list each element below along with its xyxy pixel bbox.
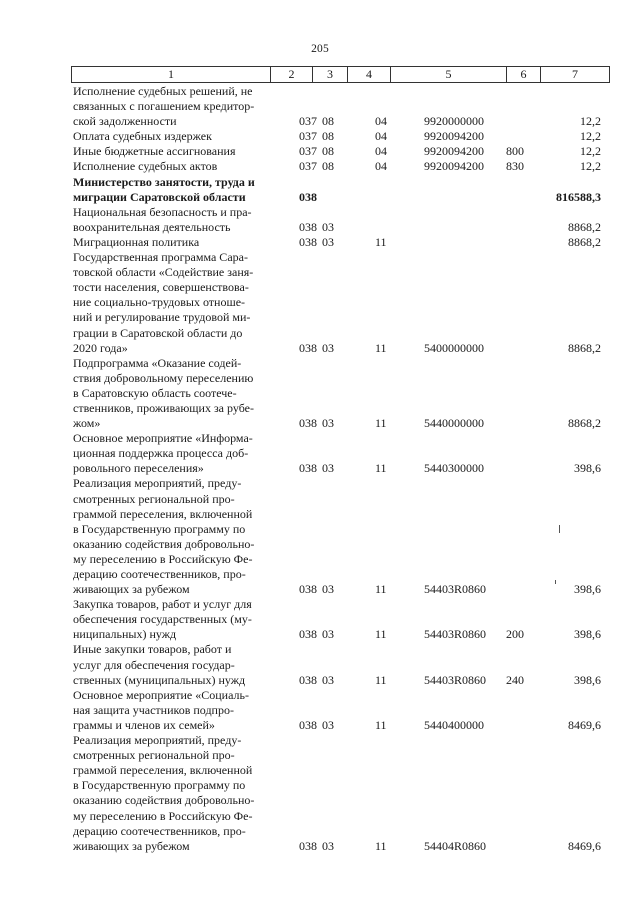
- row-target-article: 54404R0860: [424, 838, 487, 853]
- row-ved-code: 038: [299, 672, 317, 687]
- row-name-line: Национальная безопасность и пра-: [73, 204, 252, 219]
- row-section-code: 08: [322, 159, 334, 174]
- row-name: [71, 688, 270, 733]
- row-name-line: Миграционная политика: [73, 234, 200, 249]
- row-ved-code: 037: [299, 129, 317, 144]
- row-target-article: 5440300000: [424, 461, 484, 476]
- row-name-line: Основное мероприятие «Социаль-: [73, 687, 249, 702]
- row-name-line: товской области «Содействие заня-: [73, 265, 254, 280]
- row-name-line: миграции Саратовской области: [73, 189, 246, 204]
- row-name: [71, 733, 270, 854]
- row-name: [71, 129, 270, 144]
- row-name-line: ние социально-трудовых отноше-: [73, 295, 246, 310]
- header-col-6: 6: [507, 67, 541, 82]
- row-name-line: воохранительная деятельность: [73, 219, 231, 234]
- row-name: [71, 250, 270, 356]
- row-name-line: обеспечения государственных (му-: [73, 612, 252, 627]
- row-name-line: тости населения, совершенствова-: [73, 280, 249, 295]
- row-ved-code: 038: [299, 234, 317, 249]
- row-name-line: живающих за рубежом: [73, 838, 190, 853]
- row-section-code: 03: [322, 234, 334, 249]
- row-section-code: 03: [322, 340, 334, 355]
- row-section-code: 03: [322, 582, 334, 597]
- row-ved-code: 038: [299, 340, 317, 355]
- row-name: [71, 175, 270, 205]
- row-name: [71, 642, 270, 687]
- row-name-line: Закупка товаров, работ и услуг для: [73, 597, 252, 612]
- row-name: [71, 84, 270, 129]
- row-name-line: граммы и членов их семей»: [73, 717, 215, 732]
- row-name-line: му переселению в Российскую Фе-: [73, 551, 253, 566]
- row-name-line: Государственная программа Сара-: [73, 250, 248, 265]
- row-ved-code: 038: [299, 627, 317, 642]
- row-section-code: 03: [322, 627, 334, 642]
- row-ved-code: 038: [299, 416, 317, 431]
- row-section-code: 03: [322, 717, 334, 732]
- row-target-article: 5440000000: [424, 416, 484, 431]
- row-name-line: оказанию содействия добровольно-: [73, 793, 255, 808]
- row-name: [71, 597, 270, 642]
- table-body: [71, 84, 610, 854]
- row-name-line: ровольного переселения»: [73, 461, 204, 476]
- header-col-7: 7: [572, 67, 578, 81]
- row-name-line: Исполнение судебных актов: [73, 159, 218, 174]
- scan-artifact: [555, 580, 556, 584]
- table-row: [71, 733, 610, 854]
- row-name-line: Подпрограмма «Оказание содей-: [73, 355, 242, 370]
- row-name-line: смотренных региональной про-: [73, 491, 235, 506]
- row-name-line: му переселению в Российскую Фе-: [73, 808, 253, 823]
- header-col-2: 2: [271, 67, 313, 82]
- header-col-1: 1: [72, 67, 271, 82]
- row-subsection-code: 04: [375, 114, 387, 129]
- row-expense-type: 200: [506, 627, 524, 642]
- table-row: [71, 144, 610, 159]
- row-name-line: Министерство занятости, труда и: [73, 174, 255, 189]
- table-header: [71, 66, 610, 83]
- row-name-line: граммой переселения, включенной: [73, 763, 253, 778]
- row-name-line: жом»: [73, 416, 101, 431]
- table-row: [71, 159, 610, 174]
- row-subsection-code: 11: [375, 416, 387, 431]
- row-section-code: 03: [322, 416, 334, 431]
- row-amount: 12,2: [580, 159, 601, 174]
- header-col-5: 5: [391, 67, 507, 82]
- row-target-article: 9920094200: [424, 129, 484, 144]
- row-name-line: живающих за рубежом: [73, 582, 190, 597]
- table-row: [71, 250, 610, 356]
- row-name-line: Оплата судебных издержек: [73, 129, 212, 144]
- row-section-code: 03: [322, 672, 334, 687]
- row-amount: 398,6: [574, 627, 601, 642]
- row-subsection-code: 11: [375, 340, 387, 355]
- row-ved-code: 037: [299, 144, 317, 159]
- table-row: [71, 642, 610, 687]
- table-row: [71, 431, 610, 476]
- row-name-line: ционная поддержка процесса доб-: [73, 446, 249, 461]
- row-name-line: ниципальных) нужд: [73, 627, 177, 642]
- row-name: [71, 476, 270, 597]
- row-name-line: ской задолженности: [73, 114, 177, 129]
- row-name-line: смотренных региональной про-: [73, 748, 235, 763]
- row-name: [71, 356, 270, 431]
- row-subsection-code: 11: [375, 234, 387, 249]
- header-col-3: 3: [313, 67, 348, 82]
- row-amount: 8868,2: [568, 234, 601, 249]
- row-name-line: в Государственную программу по: [73, 521, 246, 536]
- row-name-line: оказанию содействия добровольно-: [73, 536, 255, 551]
- row-subsection-code: 11: [375, 461, 387, 476]
- table-row: [71, 597, 610, 642]
- row-subsection-code: 04: [375, 129, 387, 144]
- row-ved-code: 037: [299, 114, 317, 129]
- row-subsection-code: 04: [375, 159, 387, 174]
- row-section-code: 03: [322, 219, 334, 234]
- row-amount: 398,6: [574, 461, 601, 476]
- row-name: [71, 159, 270, 174]
- row-name-line: ная защита участников подпро-: [73, 702, 234, 717]
- scan-artifact: [559, 525, 560, 533]
- table-row: [71, 84, 610, 129]
- row-section-code: 08: [322, 129, 334, 144]
- header-col-4: 4: [348, 67, 391, 82]
- row-target-article: 9920094200: [424, 144, 484, 159]
- row-name-line: ственников, проживающих за рубе-: [73, 400, 254, 415]
- row-name-line: Иные закупки товаров, работ и: [73, 642, 232, 657]
- row-subsection-code: 11: [375, 838, 387, 853]
- row-subsection-code: 11: [375, 582, 387, 597]
- page-number: 205: [311, 43, 329, 55]
- row-expense-type: 240: [506, 672, 524, 687]
- table-row: [71, 356, 610, 431]
- row-subsection-code: 04: [375, 144, 387, 159]
- row-name-line: Иные бюджетные ассигнования: [73, 144, 236, 159]
- row-target-article: 9920094200: [424, 159, 484, 174]
- table-row: [71, 476, 610, 597]
- row-section-code: 08: [322, 144, 334, 159]
- row-amount: 12,2: [580, 129, 601, 144]
- row-ved-code: 038: [299, 219, 317, 234]
- row-expense-type: 830: [506, 159, 524, 174]
- row-subsection-code: 11: [375, 672, 387, 687]
- row-ved-code: 038: [299, 461, 317, 476]
- row-amount: 8868,2: [568, 416, 601, 431]
- row-target-article: 54403R0860: [424, 672, 487, 687]
- table-row: [71, 175, 610, 205]
- row-name-line: Основное мероприятие «Информа-: [73, 431, 253, 446]
- row-subsection-code: 11: [375, 717, 387, 732]
- row-target-article: 54403R0860: [424, 582, 487, 597]
- row-name-line: связанных с погашением кредитор-: [73, 99, 255, 114]
- row-name: [71, 144, 270, 159]
- row-ved-code: 038: [299, 189, 317, 204]
- row-target-article: 5440400000: [424, 717, 484, 732]
- row-section-code: 08: [322, 114, 334, 129]
- row-name-line: дерацию соотечественников, про-: [73, 567, 246, 581]
- row-amount: 8469,6: [568, 717, 601, 732]
- row-section-code: 03: [322, 838, 334, 853]
- row-name-line: ний и регулирование трудовой ми-: [73, 310, 251, 325]
- row-name-line: Реализация мероприятий, преду-: [73, 476, 242, 491]
- row-name-line: дерацию соотечественников, про-: [73, 823, 246, 838]
- table-row: [71, 205, 610, 235]
- row-name: [71, 235, 270, 250]
- row-name-line: услуг для обеспечения государ-: [73, 657, 235, 672]
- row-target-article: 9920000000: [424, 114, 484, 129]
- row-name-line: в Саратовскую область соотече-: [73, 385, 237, 400]
- row-subsection-code: 11: [375, 627, 387, 642]
- row-amount: 398,6: [574, 582, 601, 597]
- row-amount: 8469,6: [568, 838, 601, 853]
- row-amount: 12,2: [580, 114, 601, 129]
- row-name-line: в Государственную программу по: [73, 778, 246, 793]
- row-expense-type: 800: [506, 144, 524, 159]
- row-name-line: Реализация мероприятий, преду-: [73, 733, 242, 748]
- row-target-article: 54403R0860: [424, 627, 487, 642]
- row-target-article: 5400000000: [424, 340, 484, 355]
- row-name: [71, 205, 270, 235]
- row-amount: 8868,2: [568, 340, 601, 355]
- row-amount: 12,2: [580, 144, 601, 159]
- row-ved-code: 038: [299, 838, 317, 853]
- row-name: [71, 431, 270, 476]
- row-name-line: ственных (муниципальных) нужд: [73, 672, 246, 687]
- table-row: [71, 235, 610, 250]
- row-ved-code: 038: [299, 717, 317, 732]
- row-name-line: граммой переселения, включенной: [73, 506, 253, 521]
- table-row: [71, 129, 610, 144]
- table-row: [71, 688, 610, 733]
- row-ved-code: 038: [299, 582, 317, 597]
- row-amount: 816588,3: [556, 189, 601, 204]
- row-section-code: 03: [322, 461, 334, 476]
- row-amount: 8868,2: [568, 219, 601, 234]
- row-ved-code: 037: [299, 159, 317, 174]
- row-name-line: грации в Саратовской области до: [73, 325, 243, 340]
- row-name-line: ствия добровольному переселению: [73, 370, 254, 385]
- row-name-line: 2020 года»: [73, 340, 128, 355]
- row-name-line: Исполнение судебных решений, не: [73, 84, 253, 98]
- row-amount: 398,6: [574, 672, 601, 687]
